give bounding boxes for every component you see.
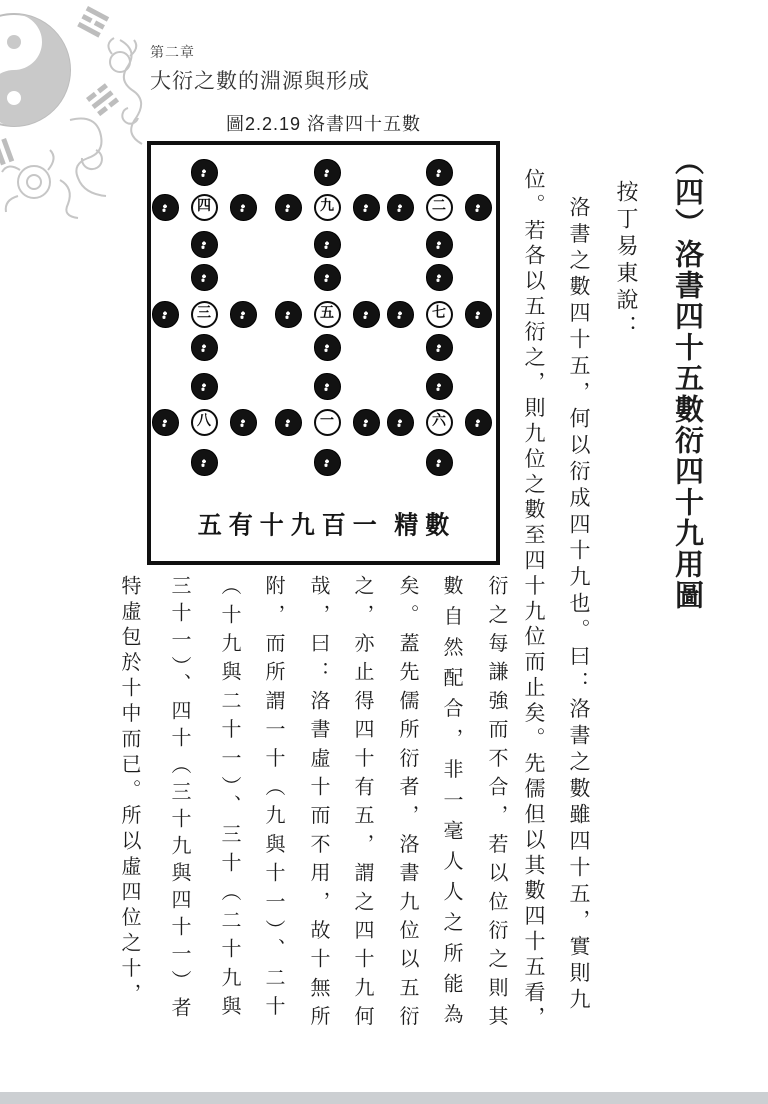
luoshu-ink-circle bbox=[191, 159, 218, 186]
luoshu-ink-circle bbox=[353, 409, 380, 436]
chapter-title: 大衍之數的淵源與形成 bbox=[150, 70, 370, 93]
luoshu-ink-circle bbox=[426, 159, 453, 186]
body-column: 數自然配合，非一毫人人之所能為 bbox=[440, 575, 462, 1034]
luoshu-ink-circle bbox=[230, 194, 257, 221]
bottom-line-char: 九 bbox=[290, 512, 315, 540]
bottom-line-char: 精 bbox=[394, 512, 419, 540]
luoshu-ink-circle bbox=[426, 373, 453, 400]
taiji-bagua-ornament bbox=[0, 0, 160, 220]
luoshu-ink-circle bbox=[230, 409, 257, 436]
luoshu-number-circle: 八 bbox=[191, 409, 218, 436]
luoshu-ink-circle bbox=[465, 194, 492, 221]
body-column: 衍之每謙強而不合，若以位衍之則其 bbox=[485, 575, 507, 1035]
luoshu-ink-circle bbox=[426, 449, 453, 476]
luoshu-ink-circle bbox=[314, 334, 341, 361]
luoshu-ink-circle bbox=[275, 194, 302, 221]
luoshu-ink-circle bbox=[191, 264, 218, 291]
body-column: 附，而所謂一十（九與十一）、二十 bbox=[262, 575, 284, 1025]
bottom-line-char: 一 bbox=[352, 512, 377, 540]
body-column: 哉，曰：洛書虛十而不用，故十無所 bbox=[307, 575, 329, 1035]
bottom-line-char: 五 bbox=[197, 512, 222, 540]
luoshu-ink-circle bbox=[275, 409, 302, 436]
luoshu-number-circle: 七 bbox=[426, 301, 453, 328]
luoshu-ink-circle bbox=[465, 409, 492, 436]
luoshu-diagram bbox=[147, 141, 500, 565]
luoshu-ink-circle bbox=[387, 301, 414, 328]
luoshu-number-circle: 四 bbox=[191, 194, 218, 221]
chapter-label: 第二章 bbox=[150, 44, 195, 60]
luoshu-number-circle: 五 bbox=[314, 301, 341, 328]
quote-column: 位。若各以五衍之，則九位之數至四十九位而止矣。先儒但以其數四十五看， bbox=[522, 168, 546, 1032]
luoshu-ink-circle bbox=[314, 449, 341, 476]
body-column: 三十一）、四十（三十九與四十一）者 bbox=[168, 575, 190, 1024]
body-column: 之，亦止得四十有五，謂之四十九何 bbox=[351, 575, 373, 1035]
luoshu-ink-circle bbox=[275, 301, 302, 328]
luoshu-ink-circle bbox=[314, 231, 341, 258]
luoshu-ink-circle bbox=[426, 264, 453, 291]
luoshu-ink-circle bbox=[465, 301, 492, 328]
luoshu-number-circle: 九 bbox=[314, 194, 341, 221]
body-column: （十九與二十一）、三十（二十九與 bbox=[218, 575, 240, 1025]
luoshu-ink-circle bbox=[152, 301, 179, 328]
luoshu-ink-circle bbox=[152, 409, 179, 436]
luoshu-ink-circle bbox=[314, 373, 341, 400]
luoshu-number-circle: 六 bbox=[426, 409, 453, 436]
luoshu-ink-circle bbox=[426, 231, 453, 258]
luoshu-ink-circle bbox=[314, 264, 341, 291]
luoshu-ink-circle bbox=[387, 194, 414, 221]
luoshu-ink-circle bbox=[191, 334, 218, 361]
luoshu-ink-circle bbox=[191, 373, 218, 400]
body-column: 矣。蓋先儒所衍者，洛書九位以五衍 bbox=[396, 575, 418, 1035]
luoshu-ink-circle bbox=[387, 409, 414, 436]
figure-caption: 圖2.2.19 洛書四十五數 bbox=[225, 114, 422, 134]
luoshu-ink-circle bbox=[353, 301, 380, 328]
luoshu-ink-circle bbox=[230, 301, 257, 328]
bottom-line-char: 十 bbox=[259, 512, 284, 540]
section-title: （四）洛書四十五數衍四十九用圖 bbox=[671, 146, 703, 611]
bottom-line-char: 百 bbox=[321, 512, 346, 540]
luoshu-ink-circle bbox=[314, 159, 341, 186]
section-lead: 按丁易東說： bbox=[614, 180, 639, 342]
luoshu-ink-circle bbox=[353, 194, 380, 221]
body-column: 特虛包於十中而已。所以虛四位之十， bbox=[118, 575, 140, 1009]
luoshu-ink-circle bbox=[191, 231, 218, 258]
quote-column: 洛書之數四十五，何以衍成四十九也。曰：洛書之數雖四十五，實則九 bbox=[567, 196, 591, 1015]
taiji-bagua-icon bbox=[0, 0, 160, 220]
diagram-bottom-line bbox=[151, 505, 496, 540]
luoshu-number-circle: 三 bbox=[191, 301, 218, 328]
bottom-line-char: 有 bbox=[228, 512, 253, 540]
luoshu-number-circle: 一 bbox=[314, 409, 341, 436]
scan-footer-bar bbox=[0, 1092, 768, 1104]
luoshu-ink-circle bbox=[426, 334, 453, 361]
luoshu-ink-circle bbox=[191, 449, 218, 476]
chapter-header bbox=[150, 42, 370, 95]
luoshu-number-circle: 二 bbox=[426, 194, 453, 221]
bottom-line-char: 數 bbox=[425, 512, 450, 540]
luoshu-ink-circle bbox=[152, 194, 179, 221]
